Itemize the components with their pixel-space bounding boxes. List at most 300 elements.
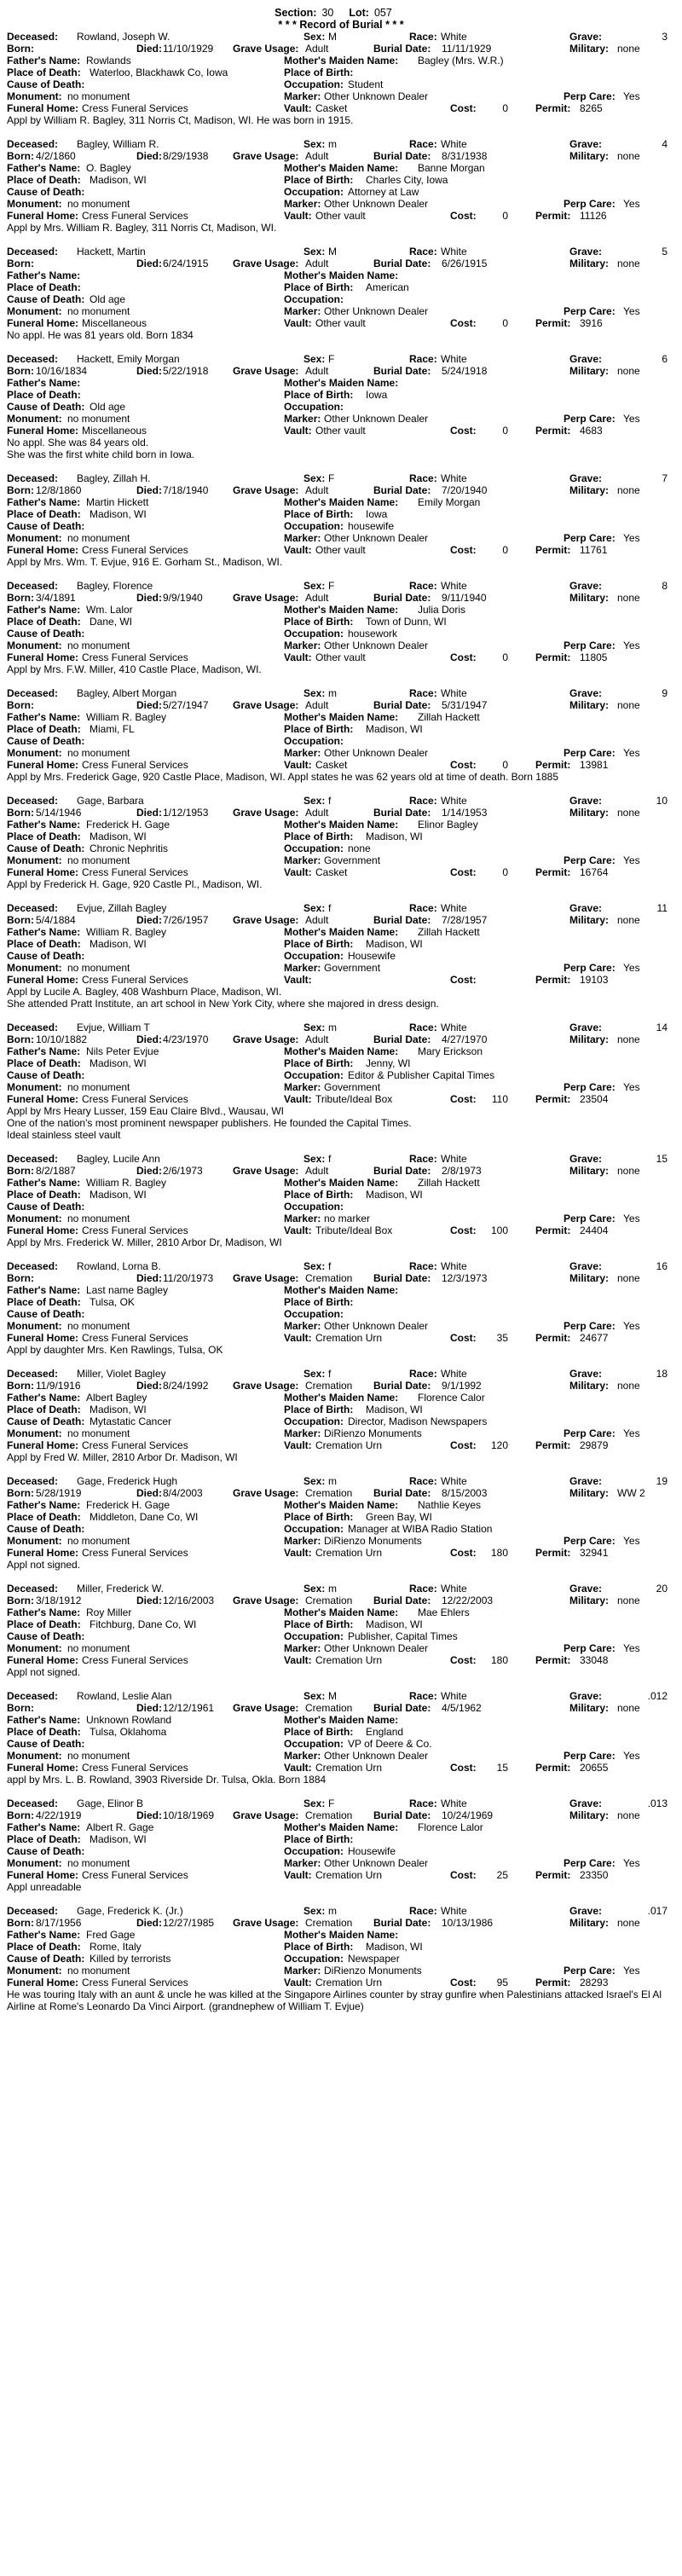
permit-value: 28293 — [580, 1977, 609, 1988]
sex-label: Sex: — [303, 1153, 326, 1165]
place-of-death-value: Dane, WI — [90, 616, 133, 628]
cost-label: Cost: — [450, 1977, 477, 1988]
place-of-birth-value: Charles City, Iowa — [366, 174, 448, 186]
funeral-home-value: Cress Funeral Services — [82, 102, 188, 114]
born-label: Born: — [7, 914, 34, 926]
grave-usage-value: Cremation — [305, 1380, 353, 1392]
cause-of-death-value: Chronic Nephritis — [90, 842, 169, 854]
place-of-birth-value: Madison, WI — [366, 1618, 423, 1630]
military-value: none — [617, 807, 640, 819]
record-row — [7, 1022, 677, 1033]
grave-usage-value: Cremation — [305, 1595, 353, 1606]
military-label: Military: — [569, 150, 610, 162]
grave-label: Grave: — [569, 1022, 603, 1033]
grave-label: Grave: — [569, 1368, 603, 1380]
grave-usage-value: Cremation — [305, 1917, 353, 1929]
cost-label: Cost: — [450, 1547, 477, 1559]
military-label: Military: — [569, 807, 610, 819]
funeral-home-value: Cress Funeral Services — [82, 544, 188, 556]
died-label: Died: — [136, 365, 162, 377]
occupation-value: Manager at WIBA Radio Station — [348, 1523, 493, 1535]
sex-value: f — [328, 1260, 332, 1272]
record-row — [7, 616, 677, 628]
grave-label: Grave: — [569, 795, 603, 807]
grave-label: Grave: — [569, 138, 603, 150]
race-value: White — [441, 1690, 467, 1702]
grave-label: Grave: — [569, 246, 603, 258]
occupation-label: Occupation: — [284, 950, 344, 962]
permit-label: Permit: — [535, 1224, 571, 1236]
burial-date-value: 8/31/1938 — [442, 150, 488, 162]
grave-usage-value: Adult — [305, 699, 329, 711]
record-row — [7, 926, 677, 938]
father-name: Last name Bagley — [86, 1284, 169, 1296]
permit-value: 4683 — [580, 425, 603, 437]
funeral-home-label: Funeral Home: — [7, 1654, 79, 1666]
occupation-label: Occupation: — [284, 628, 344, 640]
cause-of-death-label: Cause of Death: — [7, 1523, 85, 1535]
marker-value: no marker — [324, 1213, 371, 1224]
record-row — [7, 138, 677, 150]
funeral-home-value: Cress Funeral Services — [82, 1439, 188, 1451]
mother-name: Zillah Hackett — [418, 926, 480, 938]
mother-name: Banne Morgan — [418, 162, 485, 174]
deceased-name: Bagley, William R. — [77, 138, 159, 150]
born-label: Born: — [7, 150, 34, 162]
cause-of-death-label: Cause of Death: — [7, 1201, 85, 1213]
record-row — [7, 174, 677, 186]
funeral-home-value: Cress Funeral Services — [82, 759, 188, 771]
record-row — [7, 1941, 677, 1953]
burial-date-value: 2/8/1973 — [442, 1165, 482, 1177]
mother-name: Florence Calor — [418, 1392, 485, 1404]
died-value: 11/10/1929 — [163, 43, 214, 55]
funeral-home-value: Cress Funeral Services — [82, 1224, 188, 1236]
record-note: Appl by Mrs. Frederick W. Miller, 2810 Arbor Dr, Madison, WI — [7, 1236, 282, 1248]
burial-date-value: 4/27/1970 — [442, 1033, 488, 1045]
place-of-death-value: Madison, WI — [90, 508, 147, 520]
funeral-home-label: Funeral Home: — [7, 1762, 79, 1774]
place-of-birth-label: Place of Birth: — [284, 389, 354, 401]
place-of-death-value: Tulsa, Oklahoma — [90, 1726, 167, 1738]
race-label: Race: — [409, 580, 437, 592]
permit-value: 32941 — [580, 1547, 609, 1559]
burial-date-label: Burial Date: — [373, 258, 431, 269]
permit-value: 23504 — [580, 1093, 609, 1105]
grave-label: Grave: — [569, 31, 603, 43]
grave-value: 14 — [656, 1022, 668, 1033]
place-of-birth-label: Place of Birth: — [284, 281, 354, 293]
burial-record — [7, 31, 677, 126]
cost-label: Cost: — [450, 102, 477, 114]
record-row — [7, 1332, 677, 1344]
record-row — [7, 353, 677, 365]
mother-name: Florence Lalor — [418, 1821, 483, 1833]
military-value: none — [617, 1380, 640, 1392]
burial-date-value: 12/3/1973 — [442, 1272, 488, 1284]
record-row — [7, 425, 677, 437]
grave-value: 20 — [656, 1583, 668, 1595]
burial-record — [7, 472, 677, 568]
cost-label: Cost: — [450, 866, 477, 878]
born-label: Born: — [7, 1702, 34, 1714]
cost-label: Cost: — [450, 759, 477, 771]
race-value: White — [441, 902, 467, 914]
record-note: No appl. He was 81 years old. Born 1834 — [7, 329, 194, 341]
page-title: * * * Record of Burial * * * — [278, 19, 404, 31]
father-name: William R. Bagley — [86, 926, 167, 938]
monument-label: Monument: — [7, 1081, 62, 1093]
record-row — [7, 1797, 677, 1809]
vault-label: Vault: — [284, 1224, 312, 1236]
race-value: White — [441, 246, 467, 258]
grave-value: .013 — [647, 1797, 668, 1809]
place-of-birth-value: Iowa — [366, 508, 388, 520]
monument-label: Monument: — [7, 1320, 62, 1332]
cause-of-death-label: Cause of Death: — [7, 950, 85, 962]
monument-value: no monument — [67, 1213, 130, 1224]
grave-value: 19 — [656, 1475, 668, 1487]
permit-value: 11805 — [580, 651, 608, 663]
perp-care-value: Yes — [623, 1213, 640, 1224]
sex-label: Sex: — [303, 1260, 326, 1272]
marker-value: Other Unknown Dealer — [324, 532, 429, 544]
place-of-death-value: Fitchburg, Dane Co, WI — [90, 1618, 197, 1630]
perp-care-label: Perp Care: — [564, 90, 616, 102]
father-label: Father's Name: — [7, 711, 81, 723]
mother-name: Zillah Hackett — [418, 711, 480, 723]
born-label: Born: — [7, 807, 34, 819]
deceased-label: Deceased: — [7, 1905, 59, 1917]
burial-date-label: Burial Date: — [373, 484, 431, 496]
deceased-name: Gage, Barbara — [77, 795, 144, 807]
died-label: Died: — [136, 1595, 162, 1606]
father-label: Father's Name: — [7, 1392, 81, 1404]
father-name: Albert Bagley — [86, 1392, 147, 1404]
military-value: none — [617, 258, 640, 269]
occupation-label: Occupation: — [284, 78, 344, 90]
died-value: 2/6/1973 — [163, 1165, 203, 1177]
record-row — [7, 1272, 677, 1284]
race-label: Race: — [409, 472, 437, 484]
record-row — [7, 1714, 677, 1726]
place-of-death-label: Place of Death: — [7, 1833, 81, 1845]
occupation-value: VP of Deere & Co. — [348, 1738, 432, 1750]
record-row — [7, 759, 677, 771]
record-row — [7, 1762, 677, 1774]
record-note: Ideal stainless steel vault — [7, 1129, 121, 1141]
sex-label: Sex: — [303, 31, 326, 43]
died-label: Died: — [136, 258, 162, 269]
burial-date-value: 5/31/1947 — [442, 699, 488, 711]
vault-label: Vault: — [284, 1093, 312, 1105]
born-value: 12/8/1860 — [36, 484, 82, 496]
marker-value: Other Unknown Dealer — [324, 1750, 429, 1762]
grave-usage-label: Grave Usage: — [233, 807, 299, 819]
grave-value: 10 — [656, 795, 668, 807]
deceased-label: Deceased: — [7, 472, 59, 484]
mother-label: Mother's Maiden Name: — [284, 269, 399, 281]
permit-value: 11126 — [580, 210, 607, 222]
place-of-death-label: Place of Death: — [7, 1296, 81, 1308]
cause-of-death-label: Cause of Death: — [7, 1630, 85, 1642]
place-of-death-value: Madison, WI — [90, 1189, 147, 1201]
born-value: 4/22/1919 — [36, 1809, 82, 1821]
permit-value: 33048 — [580, 1654, 609, 1666]
record-row — [7, 795, 677, 807]
record-row — [7, 854, 677, 866]
military-label: Military: — [569, 43, 610, 55]
funeral-home-label: Funeral Home: — [7, 210, 79, 222]
father-label: Father's Name: — [7, 1499, 81, 1511]
deceased-label: Deceased: — [7, 353, 59, 365]
marker-value: Other Unknown Dealer — [324, 1857, 429, 1869]
place-of-birth-value: Madison, WI — [366, 1189, 423, 1201]
permit-label: Permit: — [535, 102, 571, 114]
race-label: Race: — [409, 1797, 437, 1809]
marker-label: Marker: — [284, 1750, 321, 1762]
born-label: Born: — [7, 1487, 34, 1499]
burial-date-label: Burial Date: — [373, 914, 431, 926]
occupation-label: Occupation: — [284, 401, 344, 413]
military-value: none — [617, 1272, 640, 1284]
place-of-death-value: Madison, WI — [90, 938, 147, 950]
born-label: Born: — [7, 1165, 34, 1177]
burial-date-label: Burial Date: — [373, 1033, 431, 1045]
cause-of-death-label: Cause of Death: — [7, 293, 85, 305]
race-label: Race: — [409, 1475, 437, 1487]
record-row — [7, 651, 677, 663]
cost-label: Cost: — [450, 1762, 477, 1774]
mother-label: Mother's Maiden Name: — [284, 604, 399, 616]
sex-label: Sex: — [303, 795, 326, 807]
vault-value: Cremation Urn — [315, 1977, 383, 1988]
lot-label: Lot: — [349, 7, 369, 19]
marker-value: DiRienzo Monuments — [324, 1965, 422, 1977]
monument-label: Monument: — [7, 413, 62, 425]
place-of-death-label: Place of Death: — [7, 1941, 81, 1953]
born-value: 8/2/1887 — [36, 1165, 76, 1177]
sex-label: Sex: — [303, 138, 326, 150]
vault-label: Vault: — [284, 1332, 312, 1344]
father-label: Father's Name: — [7, 1821, 81, 1833]
vault-label: Vault: — [284, 102, 312, 114]
monument-value: no monument — [67, 640, 130, 651]
mother-name: Emily Morgan — [418, 496, 481, 508]
mother-label: Mother's Maiden Name: — [284, 377, 399, 389]
monument-value: no monument — [67, 747, 130, 759]
record-row — [7, 1320, 677, 1332]
permit-value: 24404 — [580, 1224, 609, 1236]
father-label: Father's Name: — [7, 162, 81, 174]
cause-of-death-label: Cause of Death: — [7, 1953, 85, 1965]
occupation-label: Occupation: — [284, 842, 344, 854]
permit-label: Permit: — [535, 651, 571, 663]
place-of-birth-value: England — [366, 1726, 404, 1738]
cost-label: Cost: — [450, 1654, 477, 1666]
record-row — [7, 1523, 677, 1535]
perp-care-value: Yes — [623, 1642, 640, 1654]
funeral-home-label: Funeral Home: — [7, 1869, 79, 1881]
marker-label: Marker: — [284, 1213, 321, 1224]
permit-value: 16764 — [580, 866, 609, 878]
record-row — [7, 1702, 677, 1714]
grave-usage-value: Cremation — [305, 1272, 353, 1284]
record-row — [7, 1595, 677, 1606]
place-of-death-value: Middleton, Dane Co, WI — [90, 1511, 199, 1523]
burial-date-value: 9/11/1940 — [442, 592, 487, 604]
marker-value: Other Unknown Dealer — [324, 640, 429, 651]
perp-care-value: Yes — [623, 962, 640, 974]
military-value: none — [617, 1595, 640, 1606]
vault-value: Other vault — [315, 317, 366, 329]
vault-value: Casket — [315, 866, 348, 878]
grave-usage-value: Adult — [305, 914, 329, 926]
born-label: Born: — [7, 1380, 34, 1392]
burial-date-value: 12/22/2003 — [442, 1595, 494, 1606]
burial-date-value: 8/15/2003 — [442, 1487, 488, 1499]
burial-date-value: 1/14/1953 — [442, 807, 488, 819]
record-row — [7, 914, 677, 926]
deceased-name: Evjue, William T — [77, 1022, 150, 1033]
grave-usage-label: Grave Usage: — [233, 484, 299, 496]
occupation-value: Newspaper — [348, 1953, 400, 1965]
marker-value: Other Unknown Dealer — [324, 305, 429, 317]
race-value: White — [441, 687, 467, 699]
permit-label: Permit: — [535, 425, 571, 437]
marker-value: Government — [324, 854, 381, 866]
burial-record — [7, 795, 677, 890]
perp-care-value: Yes — [623, 532, 640, 544]
place-of-death-label: Place of Death: — [7, 1618, 81, 1630]
vault-label: Vault: — [284, 1547, 312, 1559]
military-label: Military: — [569, 365, 610, 377]
born-value: 10/10/1882 — [36, 1033, 88, 1045]
record-note: Appl by Mrs. Frederick Gage, 920 Castle Place, Madison, WI. Appl states he was 62 years old at time of death. Born 1885 — [7, 771, 558, 783]
record-row — [7, 1499, 677, 1511]
cost-value: 95 — [496, 1977, 508, 1988]
mother-label: Mother's Maiden Name: — [284, 55, 399, 67]
grave-label: Grave: — [569, 1475, 603, 1487]
perp-care-value: Yes — [623, 413, 640, 425]
grave-value: 8 — [662, 580, 668, 592]
race-value: White — [441, 580, 467, 592]
military-value: none — [617, 484, 640, 496]
grave-usage-label: Grave Usage: — [233, 258, 299, 269]
deceased-name: Bagley, Zillah H. — [77, 472, 151, 484]
burial-date-label: Burial Date: — [373, 150, 431, 162]
race-label: Race: — [409, 1260, 437, 1272]
cost-label: Cost: — [450, 1332, 477, 1344]
funeral-home-value: Cress Funeral Services — [82, 1869, 188, 1881]
burial-date-label: Burial Date: — [373, 1702, 431, 1714]
military-value: none — [617, 365, 640, 377]
cause-of-death-label: Cause of Death: — [7, 1415, 85, 1427]
record-row — [7, 1738, 677, 1750]
permit-label: Permit: — [535, 974, 571, 986]
marker-label: Marker: — [284, 198, 321, 210]
record-row — [7, 162, 677, 174]
died-value: 7/26/1957 — [163, 914, 209, 926]
grave-label: Grave: — [569, 687, 603, 699]
military-value: none — [617, 1809, 640, 1821]
sex-value: F — [328, 580, 335, 592]
place-of-death-value: Madison, WI — [90, 831, 147, 842]
record-row — [7, 938, 677, 950]
race-label: Race: — [409, 1022, 437, 1033]
perp-care-value: Yes — [623, 198, 640, 210]
permit-label: Permit: — [535, 1762, 571, 1774]
burial-record — [7, 1475, 677, 1571]
race-value: White — [441, 1583, 467, 1595]
record-note: Appl by Frederick H. Gage, 920 Castle Pl., Madison, WI. — [7, 878, 263, 890]
record-row — [7, 1284, 677, 1296]
place-of-birth-label: Place of Birth: — [284, 1618, 354, 1630]
record-row — [7, 1917, 677, 1929]
father-label: Father's Name: — [7, 377, 81, 389]
section-lot-line — [0, 7, 682, 19]
lot-value: 057 — [373, 7, 392, 19]
died-label: Died: — [136, 1380, 162, 1392]
burial-date-label: Burial Date: — [373, 1917, 431, 1929]
record-note: One of the nation's most prominent newspaper publishers. He founded the Capital Times. — [7, 1117, 412, 1129]
record-row — [7, 842, 677, 854]
monument-value: no monument — [67, 1642, 130, 1654]
race-label: Race: — [409, 1690, 437, 1702]
record-note: Appl by Mrs Heary Lusser, 159 Eau Claire Blvd., Wausau, WI — [7, 1105, 285, 1117]
grave-usage-value: Cremation — [305, 1487, 353, 1499]
monument-value: no monument — [67, 1320, 130, 1332]
military-label: Military: — [569, 484, 610, 496]
born-label: Born: — [7, 43, 34, 55]
mother-name: Elinor Bagley — [418, 819, 478, 831]
burial-record — [7, 353, 677, 460]
marker-label: Marker: — [284, 532, 321, 544]
marker-label: Marker: — [284, 1857, 321, 1869]
military-value: none — [617, 592, 640, 604]
grave-value: 3 — [662, 31, 668, 43]
record-row — [7, 1213, 677, 1224]
sex-label: Sex: — [303, 687, 326, 699]
cause-of-death-label: Cause of Death: — [7, 735, 85, 747]
place-of-death-label: Place of Death: — [7, 389, 81, 401]
record-row — [7, 1630, 677, 1642]
record-row — [7, 484, 677, 496]
died-value: 7/18/1940 — [163, 484, 209, 496]
cost-value: 110 — [491, 1093, 508, 1105]
vault-value: Cremation Urn — [315, 1332, 383, 1344]
occupation-label: Occupation: — [284, 735, 344, 747]
mother-label: Mother's Maiden Name: — [284, 1392, 399, 1404]
place-of-death-value: Madison, WI — [90, 174, 147, 186]
permit-label: Permit: — [535, 866, 571, 878]
marker-label: Marker: — [284, 1642, 321, 1654]
sex-value: m — [328, 138, 337, 150]
permit-label: Permit: — [535, 1654, 571, 1666]
record-row — [7, 1475, 677, 1487]
marker-label: Marker: — [284, 962, 321, 974]
perp-care-label: Perp Care: — [564, 1750, 616, 1762]
funeral-home-value: Miscellaneous — [82, 425, 147, 437]
grave-usage-value: Cremation — [305, 1809, 353, 1821]
grave-usage-label: Grave Usage: — [233, 43, 299, 55]
deceased-name: Rowland, Joseph W. — [77, 31, 170, 43]
died-label: Died: — [136, 1809, 162, 1821]
sex-label: Sex: — [303, 1022, 326, 1033]
died-label: Died: — [136, 914, 162, 926]
father-label: Father's Name: — [7, 819, 81, 831]
perp-care-label: Perp Care: — [564, 1535, 616, 1547]
